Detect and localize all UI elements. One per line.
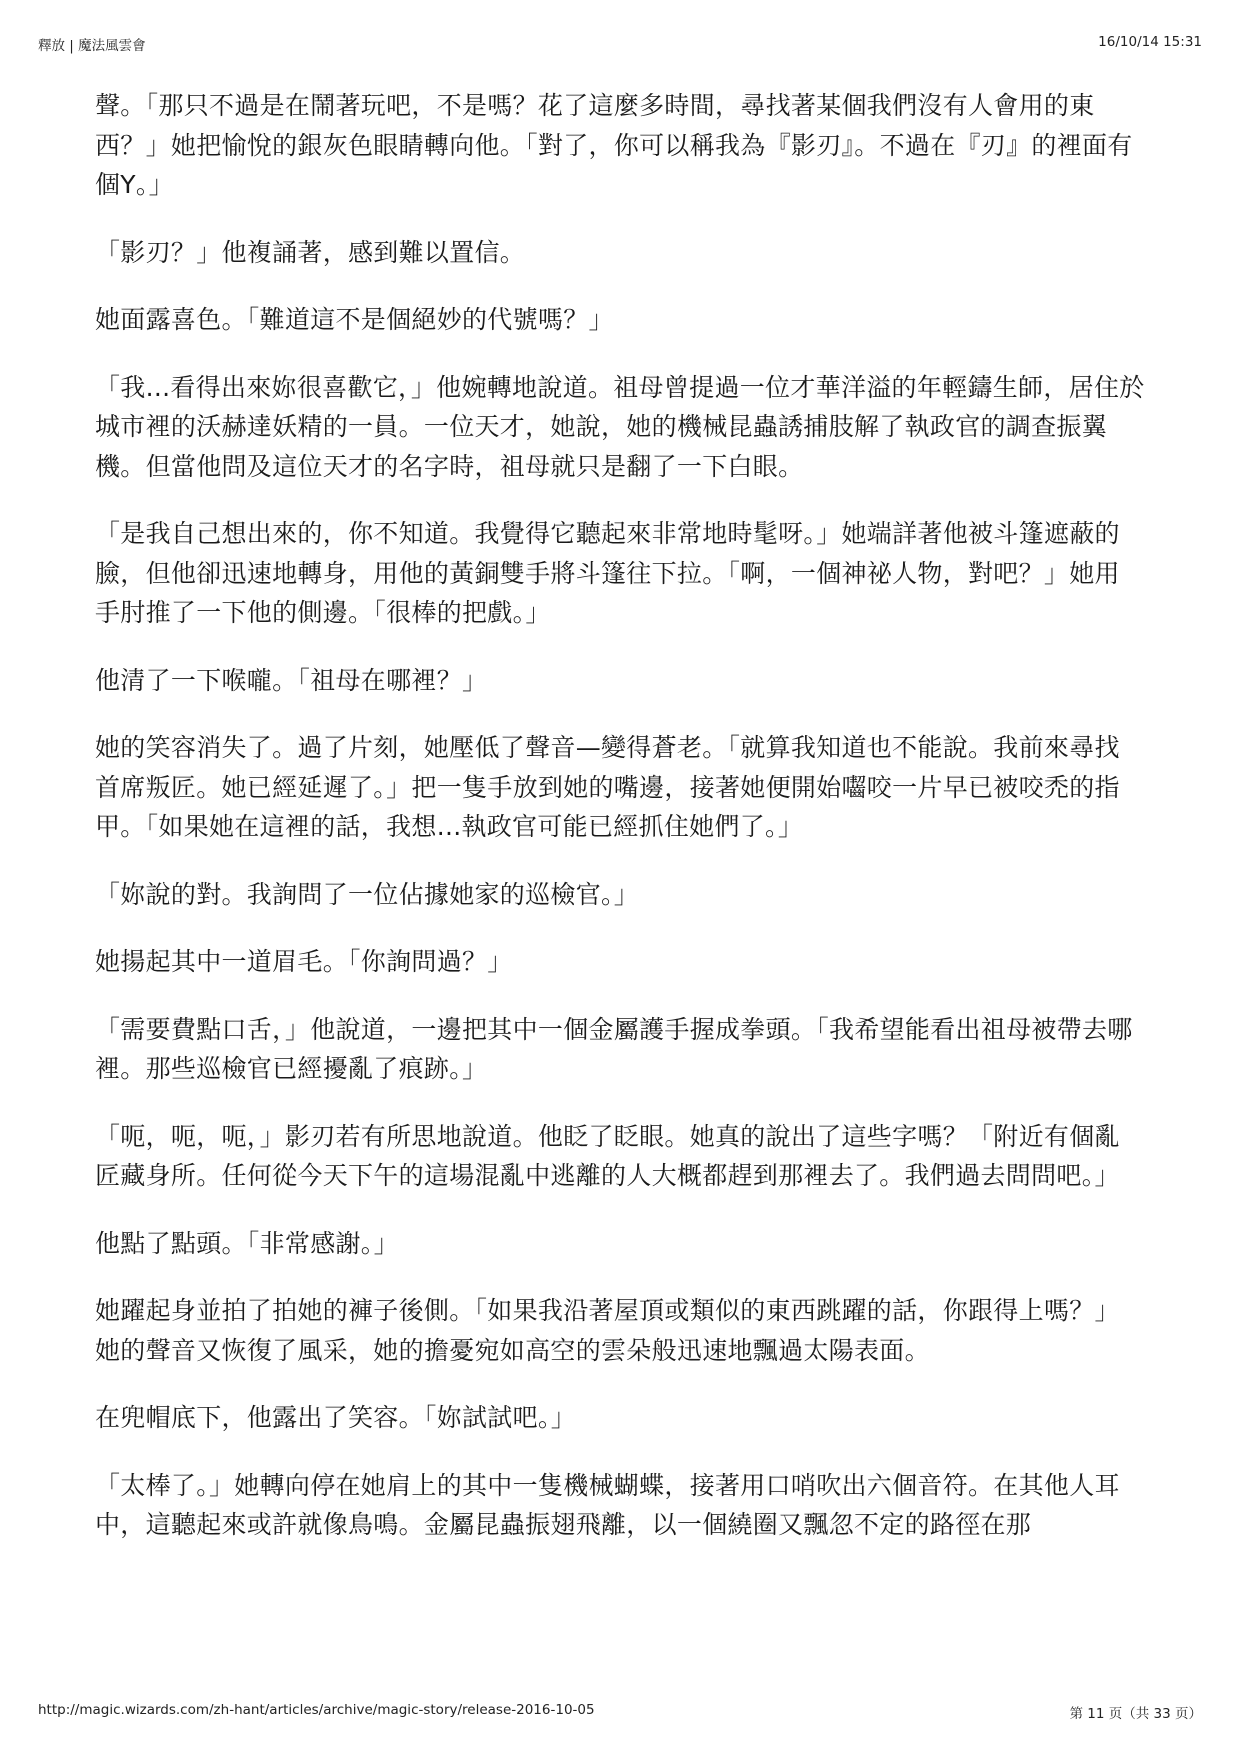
- paragraph: 「呃，呃，呃，」影刃若有所思地說道。他眨了眨眼。她真的說出了這些字嗎？「附近有個亂匠藏身所。任何從今天下午的這場混亂中逃離的人大概都趕到那裡去了。我們過去問問吧。」: [95, 1121, 1120, 1190]
- paragraph: 他點了點頭。「非常感謝。」: [95, 1228, 399, 1258]
- page-number: 第 11 页（共 33 页）: [1069, 1706, 1202, 1722]
- paragraph: 「是我自己想出來的，你不知道。我覺得它聽起來非常地時髦呀。」她端詳著他被斗篷遮蔽的臉，但他卻迅速地轉身，用他的黃銅雙手將斗篷往下拉。「啊，一個神祕人物，對吧？」她用手肘推了一下他的側邊。「很棒的把戲。」: [95, 519, 1120, 627]
- page-footer: [38, 1702, 1202, 1722]
- paragraph: 「太棒了。」她轉向停在她肩上的其中一隻機械蝴蝶，接著用口哨吹出六個音符。在其他人耳中，這聽起來或許就像鳥鳴。金屬昆蟲振翅飛離，以一個繞圈又飄忽不定的路徑在那: [95, 1470, 1120, 1539]
- paragraph: 在兜帽底下，他露出了笑容。「妳試試吧。」: [95, 1403, 577, 1432]
- source-url: http://magic.wizards.com/zh-hant/articles/archive/magic-story/release-2016-10-05: [38, 1702, 595, 1718]
- page-title: 釋放 | 魔法風雲會: [38, 38, 146, 54]
- paragraph: 「我...看得出來妳很喜歡它，」他婉轉地說道。祖母曾提過一位才華洋溢的年輕鑄生師，居住於城市裡的沃赫達妖精的一員。一位天才，她說，她的機械昆蟲誘捕肢解了執政官的調查振翼機。但當他問及這位天才的名字時，祖母就只是翻了一下白眼。: [95, 372, 1145, 481]
- print-timestamp: 16/10/14 15:31: [1098, 34, 1202, 50]
- paragraph: 她面露喜色。「難道這不是個絕妙的代號嗎？」: [95, 305, 614, 334]
- paragraph: 「妳說的對。我詢問了一位佔據她家的巡檢官。」: [95, 879, 640, 909]
- paragraph: 她揚起其中一道眉毛。「你詢問過？」: [95, 947, 513, 976]
- paragraph: 「影刃？」他複誦著，感到難以置信。: [95, 237, 526, 267]
- page-header: [38, 34, 1202, 54]
- article-body: [95, 86, 1145, 1573]
- paragraph: 她躍起身並拍了拍她的褲子後側。「如果我沿著屋頂或類似的東西跳躍的話，你跟得上嗎？」她的聲音又恢復了風采，她的擔憂宛如高空的雲朵般迅速地飄過太陽表面。: [95, 1296, 1120, 1365]
- paragraph: 「需要費點口舌，」他說道，一邊把其中一個金屬護手握成拳頭。「我希望能看出祖母被帶去哪裡。那些巡檢官已經擾亂了痕跡。」: [95, 1014, 1133, 1083]
- paragraph: 她的笑容消失了。過了片刻，她壓低了聲音—變得蒼老。「就算我知道也不能說。我前來尋找首席叛匠。她已經延遲了。」把一隻手放到她的嘴邊，接著她便開始囓咬一片早已被咬禿的指甲。「如果她在這裡的話，我想...執政官可能已經抓住她們了。」: [95, 733, 1120, 841]
- paragraph: 聲。「那只不過是在鬧著玩吧，不是嗎？花了這麼多時間，尋找著某個我們沒有人會用的東西？」她把愉悅的銀灰色眼睛轉向他。「對了，你可以稱我為『影刃』。不過在『刃』的裡面有個Y。」: [95, 91, 1133, 199]
- paragraph: 他清了一下喉嚨。「祖母在哪裡？」: [95, 665, 488, 695]
